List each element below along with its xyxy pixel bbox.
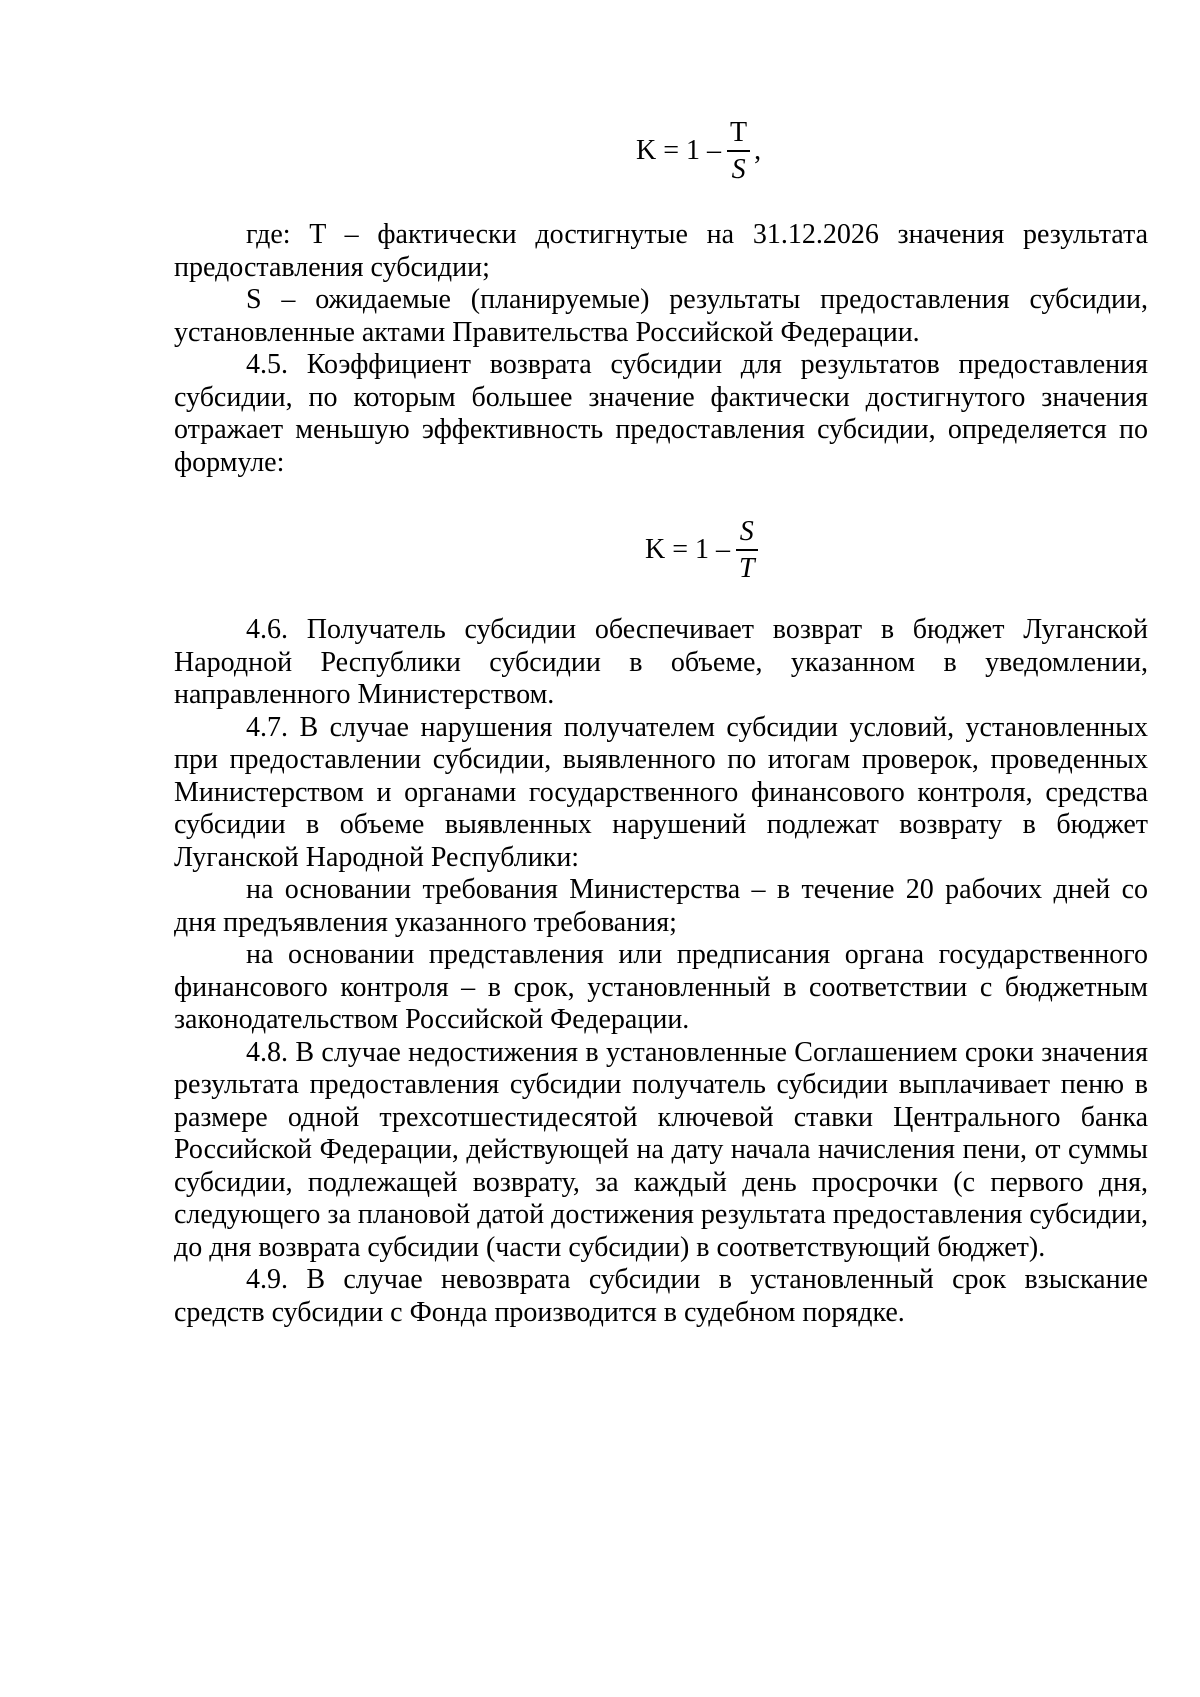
text-block-1 bbox=[174, 219, 1148, 479]
paragraph: на основании представления или предписания органа государственного финансового контроля – в срок, установленный в соответствии с бюджетным законодательством Российской Федерации. bbox=[174, 939, 1148, 1035]
fraction-denominator: T bbox=[739, 553, 755, 584]
paragraph: на основании требования Министерства – в течение 20 рабочих дней со дня предъявления указанного требования; bbox=[174, 874, 1148, 938]
paragraph: 4.8. В случае недостижения в установленные Соглашением сроки значения результата предоставления субсидии получатель субсидии выплачивает пеню в размере одной трехсотшестидесятой ключевой ставки Центрального банка Российской Федерации, действующей на дату начала начисления пени, от суммы субсидии, подлежащей возврату, за каждый день просрочки (с первого дня, следующего за плановой датой достижения результата предоставления субсидии, до дня возврата субсидии (части субсидии) в соответствующий бюджет). bbox=[174, 1036, 1148, 1263]
formula-prefix: K = 1 – bbox=[636, 135, 722, 167]
paragraph: 4.9. В случае невозврата субсидии в установленный срок взыскание средств субсидии с Фонда производится в судебном порядке. bbox=[174, 1264, 1148, 1328]
fraction-bar bbox=[736, 549, 758, 551]
formula-k-s-over-t bbox=[645, 517, 758, 584]
paragraph: где: T – фактически достигнутые на 31.12.2026 значения результата предоставления субсидии; bbox=[174, 219, 1148, 283]
fraction-bar bbox=[727, 150, 750, 152]
fraction-numerator: T bbox=[730, 117, 748, 148]
fraction-numerator: S bbox=[739, 516, 754, 547]
formula-k-t-over-s bbox=[636, 118, 761, 185]
formula-suffix: , bbox=[754, 135, 762, 167]
paragraph: 4.5. Коэффициент возврата субсидии для результатов предоставления субсидии, по которым большее значение фактически достигнутого значения отражает меньшую эффективность предоставления субсидии, определяется по формуле: bbox=[174, 349, 1148, 478]
formula-prefix: K = 1 – bbox=[645, 534, 731, 566]
fraction bbox=[736, 517, 758, 584]
paragraph: 4.7. В случае нарушения получателем субсидии условий, установленных при предоставлении субсидии, выявленного по итогам проверок, проведенных Министерством и органами государственного финансового контроля, средства субсидии в объеме выявленных нарушений подлежат возврату в бюджет Луганской Народной Республики: bbox=[174, 711, 1148, 873]
fraction-denominator: S bbox=[731, 154, 746, 185]
paragraph: 4.6. Получатель субсидии обеспечивает возврат в бюджет Луганской Народной Республики субсидии в объеме, указанном в уведомлении, направленного Министерством. bbox=[174, 614, 1148, 710]
text-block-2 bbox=[174, 614, 1148, 1329]
fraction bbox=[727, 118, 750, 185]
paragraph: S – ожидаемые (планируемые) результаты предоставления субсидии, установленные актами Правительства Российской Федерации. bbox=[174, 284, 1148, 348]
